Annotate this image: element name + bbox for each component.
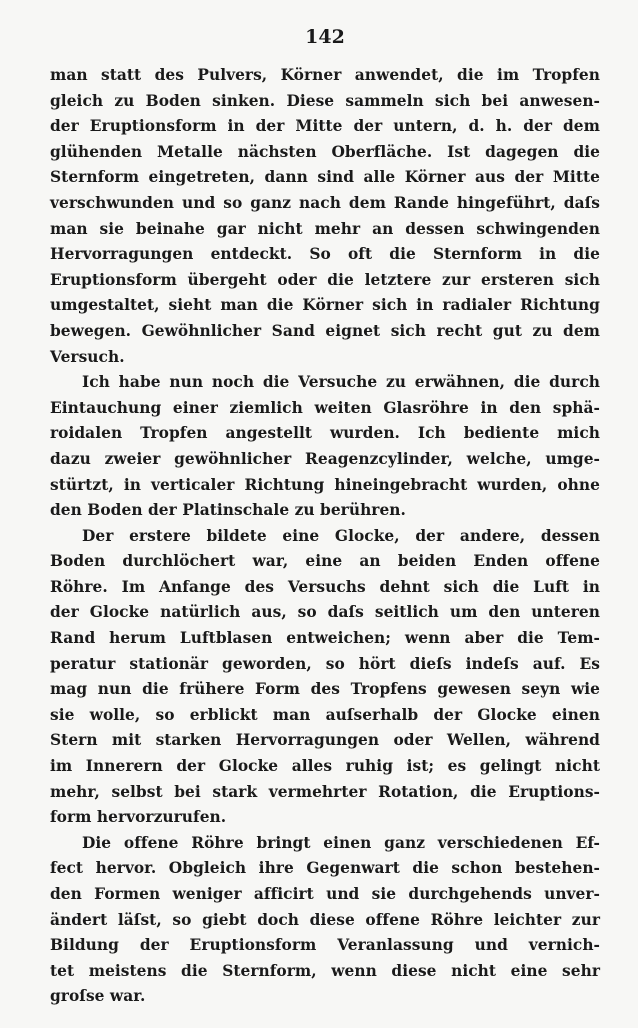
- text-line: ändert läſst, so giebt doch diese offene Röhre leichter zur: [50, 910, 600, 929]
- text-line: umgestaltet, sieht man die Körner sich in radialer Richtung: [50, 296, 600, 315]
- text-line: Röhre. Im Anfange des Versuchs dehnt sich die Luft in: [50, 577, 600, 596]
- text-line: form hervorzurufen.: [50, 808, 227, 827]
- text-line: Sternform eingetreten, dann sind alle Körner aus der Mitte: [50, 168, 600, 187]
- text-line: glühenden Metalle nächsten Oberfläche. Ist dagegen die: [50, 142, 600, 161]
- text-line: stürtzt, in verticaler Richtung hineingebracht wurden, ohne: [50, 475, 600, 494]
- text-line: bewegen. Gewöhnlicher Sand eignet sich recht gut zu dem: [50, 321, 600, 340]
- text-line: Ich habe nun noch die Versuche zu erwähnen, die durch: [82, 373, 600, 392]
- page-number: 142: [305, 26, 345, 48]
- body-text: [50, 63, 600, 1010]
- text-line: mehr, selbst bei stark vermehrter Rotation, die Eruptions-: [50, 782, 600, 801]
- text-line: Stern mit starken Hervorragungen oder Wellen, während: [50, 731, 600, 750]
- text-line: den Formen weniger afficirt und sie durchgehends unver-: [50, 885, 600, 903]
- text-line: sie wolle, so erblickt man auſserhalb der Glocke einen: [50, 705, 600, 724]
- text-line: den Boden der Platinschale zu berühren.: [50, 501, 406, 520]
- text-line: Bildung der Eruptionsform Veranlassung und vernich-: [50, 936, 600, 955]
- text-line: der Glocke natürlich aus, so daſs seitlich um den unteren: [50, 603, 600, 622]
- text-line: groſse war.: [50, 987, 146, 1006]
- text-line: gleich zu Boden sinken. Diese sammeln sich bei anwesen-: [50, 91, 600, 110]
- text-line: Versuch.: [50, 347, 125, 366]
- text-line: fect hervor. Obgleich ihre Gegenwart die schon bestehen-: [50, 859, 600, 878]
- text-line: im Innerern der Glocke alles ruhig ist; es gelingt nicht: [50, 757, 600, 776]
- paragraph: [50, 831, 600, 1010]
- text-line: tet meistens die Sternform, wenn diese nicht eine sehr: [50, 961, 600, 980]
- paragraph: [50, 524, 600, 831]
- text-line: Der erstere bildete eine Glocke, der andere, dessen: [82, 526, 600, 545]
- text-line: Rand herum Luftblasen entweichen; wenn aber die Tem-: [50, 629, 600, 648]
- text-line: der Eruptionsform in der Mitte der untern, d. h. der dem: [50, 117, 600, 136]
- text-line: Die offene Röhre bringt einen ganz verschiedenen Ef-: [82, 833, 600, 852]
- text-line: Hervorragungen entdeckt. So oft die Sternform in die: [50, 245, 600, 264]
- paragraph: [50, 63, 600, 370]
- text-line: Boden durchlöchert war, eine an beiden Enden offene: [50, 552, 600, 571]
- paragraph: [50, 370, 600, 524]
- text-line: man sie beinahe gar nicht mehr an dessen schwingenden: [50, 219, 600, 238]
- text-line: dazu zweier gewöhnlicher Reagenzcylinder, welche, umge-: [50, 449, 600, 468]
- text-line: roidalen Tropfen angestellt wurden. Ich bediente mich: [50, 424, 600, 443]
- text-line: mag nun die frühere Form des Tropfens gewesen seyn wie: [50, 680, 600, 699]
- text-line: man statt des Pulvers, Körner anwendet, die im Tropfen: [50, 66, 600, 84]
- text-line: verschwunden und so ganz nach dem Rande hingeführt, daſs: [50, 193, 600, 212]
- text-line: Eruptionsform übergeht oder die letztere zur ersteren sich: [50, 270, 600, 289]
- text-line: Eintauchung einer ziemlich weiten Glasröhre in den sphä-: [50, 398, 600, 417]
- text-line: peratur stationär geworden, so hört dieſs indeſs auf. Es: [50, 654, 600, 673]
